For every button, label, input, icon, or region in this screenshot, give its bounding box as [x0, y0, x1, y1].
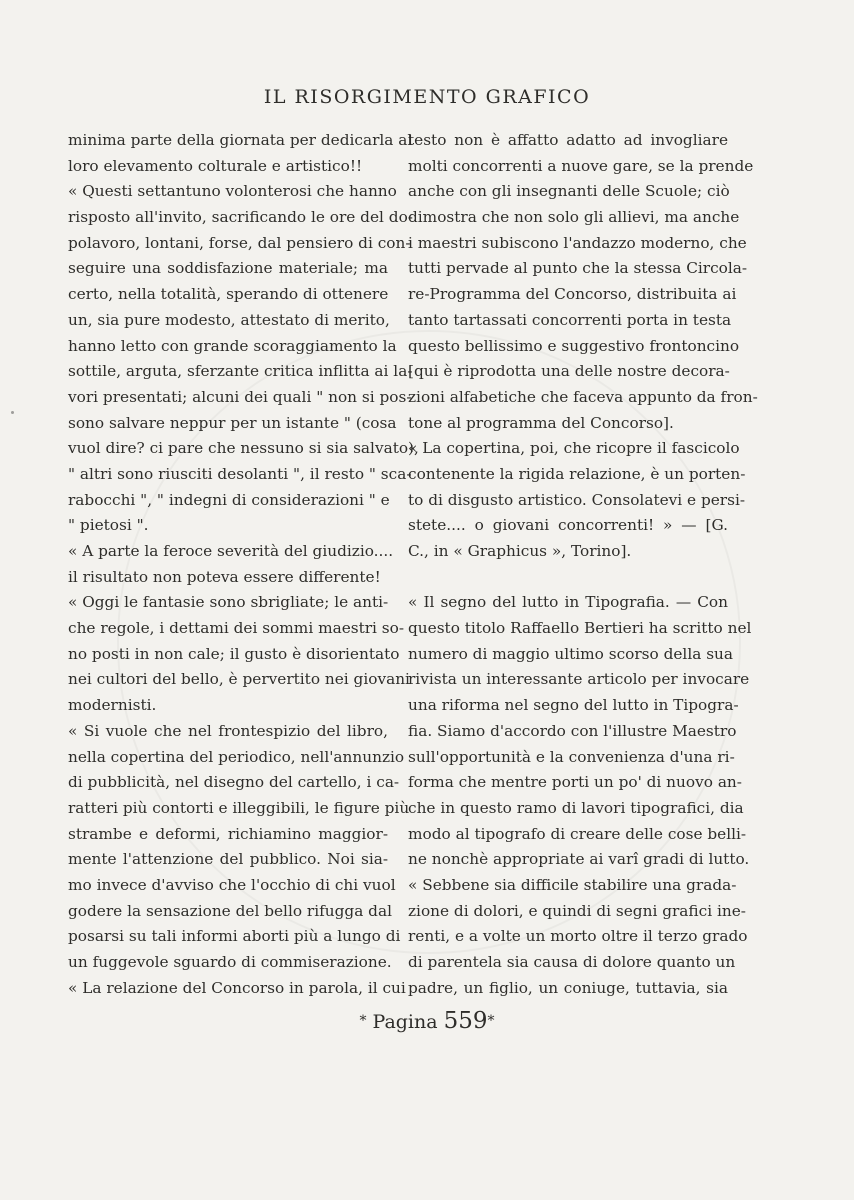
text-line: stete.... o giovani concorrenti! » — [G. — [408, 516, 728, 535]
text-line: che in questo ramo di lavori tipografici, dia — [408, 798, 744, 817]
folio-number: 559 — [443, 1008, 488, 1034]
text-line: molti concorrenti a nuove gare, se la prende — [408, 156, 754, 175]
text-line: renti, e a volte un morto oltre il terzo grado — [408, 927, 748, 946]
text-line: che regole, i dettami dei sommi maestri so- — [68, 619, 405, 638]
text-line: forma che mentre porti un po' di nuovo an- — [408, 773, 742, 792]
text-line: zione di dolori, e quindi di segni grafici ine- — [408, 901, 746, 920]
text-line: numero di maggio ultimo scorso della sua — [408, 644, 734, 663]
text-line: « A parte la feroce severità del giudizio.... — [68, 542, 394, 560]
text-line: mente l'attenzione del pubblico. Noi sia- — [68, 850, 388, 869]
text-line: « Oggi le fantasie sono sbrigliate; le anti- — [68, 593, 389, 612]
text-line: sono salvare neppur per un istante " (cosa — [68, 413, 397, 432]
text-line: dimostra che non solo gli allievi, ma anche — [408, 208, 740, 227]
text-line: " pietosi ". — [68, 516, 149, 535]
text-line: sottile, arguta, sferzante critica inflitta ai la- — [68, 362, 413, 381]
left-column — [68, 128, 419, 1001]
text-line — [408, 565, 728, 591]
text-line: mo invece d'avviso che l'occhio di chi vuol — [68, 875, 396, 894]
text-line: « Si vuole che nel frontespizio del libro, — [68, 721, 388, 740]
running-head: IL RISORGIMENTO GRAFICO — [263, 86, 591, 108]
text-line: strambe e deformi, richiamino maggior- — [68, 824, 388, 843]
text-line: minima parte della giornata per dedicarla al — [68, 131, 413, 149]
text-line: seguire una soddisfazione materiale; ma — [68, 259, 388, 278]
text-line: di pubblicità, nel disegno del cartello, i ca- — [68, 773, 400, 792]
text-line: vuol dire? ci pare che nessuno si sia salvato), — [68, 439, 419, 458]
text-line: anche con gli insegnanti delle Scuole; ciò — [408, 182, 730, 201]
text-line: il risultato non poteva essere differente! — [68, 567, 381, 586]
text-line: contenente la rigida relazione, è un porten- — [408, 464, 746, 483]
right-column — [408, 128, 758, 1001]
text-line: « La relazione del Concorso in parola, il cui — [68, 978, 406, 997]
text-line: « Questi settantuno volonterosi che hanno — [68, 182, 397, 201]
text-line: C., in « Graphicus », Torino]. — [408, 542, 632, 560]
text-line: modo al tipografo di creare delle cose belli- — [408, 824, 747, 843]
text-line: questo titolo Raffaello Bertieri ha scritto nel — [408, 619, 752, 638]
text-line: vori presentati; alcuni dei quali " non si pos- — [68, 387, 412, 406]
margin-mark — [11, 411, 14, 414]
text-line: rivista un interessante articolo per invocare — [408, 670, 750, 689]
text-line: tone al programma del Concorso]. — [408, 413, 674, 432]
text-line: sull'opportunità e la convenienza d'una ri- — [408, 747, 735, 766]
folio-prefix: Pagina — [372, 1011, 438, 1033]
text-line: una riforma nel segno del lutto in Tipogra- — [408, 696, 739, 715]
text-line: rabocchi ", " indegni di considerazioni " e — [68, 490, 390, 509]
text-line: ne nonchè appropriate ai varî gradi di lutto. — [408, 850, 750, 869]
text-line: un fuggevole sguardo di commiserazione. — [68, 953, 392, 971]
text-line: [qui è riprodotta una delle nostre decora- — [408, 362, 730, 381]
text-line: hanno letto con grande scoraggiamento la — [68, 336, 397, 355]
text-line: risposto all'invito, sacrificando le ore del do- — [68, 208, 413, 227]
page-number — [0, 1008, 854, 1034]
text-line: " altri sono riusciti desolanti ", il resto " sca- — [68, 464, 412, 483]
text-line: modernisti. — [68, 696, 157, 715]
folio-star-left: * — [359, 1013, 367, 1029]
text-line: to di disgusto artistico. Consolatevi e persi- — [408, 490, 746, 509]
folio-star-right: * — [487, 1013, 495, 1029]
text-line: certo, nella totalità, sperando di ottenere — [68, 285, 389, 304]
text-line: no posti in non cale; il gusto è disorientato — [68, 644, 400, 663]
text-line: godere la sensazione del bello rifugga dal — [68, 901, 392, 920]
text-line: ratteri più contorti e illeggibili, le figure più — [68, 798, 410, 817]
text-line: posarsi su tali informi aborti più a lungo di — [68, 927, 401, 946]
text-line: questo bellissimo e suggestivo frontoncino — [408, 336, 740, 355]
text-line: nella copertina del periodico, nell'annunzio — [68, 747, 405, 766]
text-line: « Sebbene sia difficile stabilire una grada- — [408, 875, 737, 894]
text-line: padre, un figlio, un coniuge, tuttavia, sia — [408, 978, 728, 997]
text-line: loro elevamento colturale e artistico!! — [68, 156, 363, 175]
text-line: polavoro, lontani, forse, dal pensiero di con- — [68, 233, 411, 252]
text-line: nei cultori del bello, è pervertito nei giovani — [68, 670, 410, 689]
text-line: « La copertina, poi, che ricopre il fascicolo — [408, 439, 740, 458]
text-line: un, sia pure modesto, attestato di merito, — [68, 310, 390, 329]
text-line: i maestri subiscono l'andazzo moderno, che — [408, 233, 747, 252]
text-line: re-Programma del Concorso, distribuita ai — [408, 285, 737, 304]
text-line: tutti pervade al punto che la stessa Circola- — [408, 259, 748, 278]
text-line: fia. Siamo d'accordo con l'illustre Maestro — [408, 721, 737, 740]
text-line: « Il segno del lutto in Tipografia. — Con — [408, 593, 728, 612]
text-line: tanto tartassati concorrenti porta in testa — [408, 310, 732, 329]
text-line: testo non è affatto adatto ad invogliare — [408, 131, 728, 149]
text-line: zioni alfabetiche che faceva appunto da fron- — [408, 387, 758, 406]
text-line: di parentela sia causa di dolore quanto un — [408, 953, 736, 971]
